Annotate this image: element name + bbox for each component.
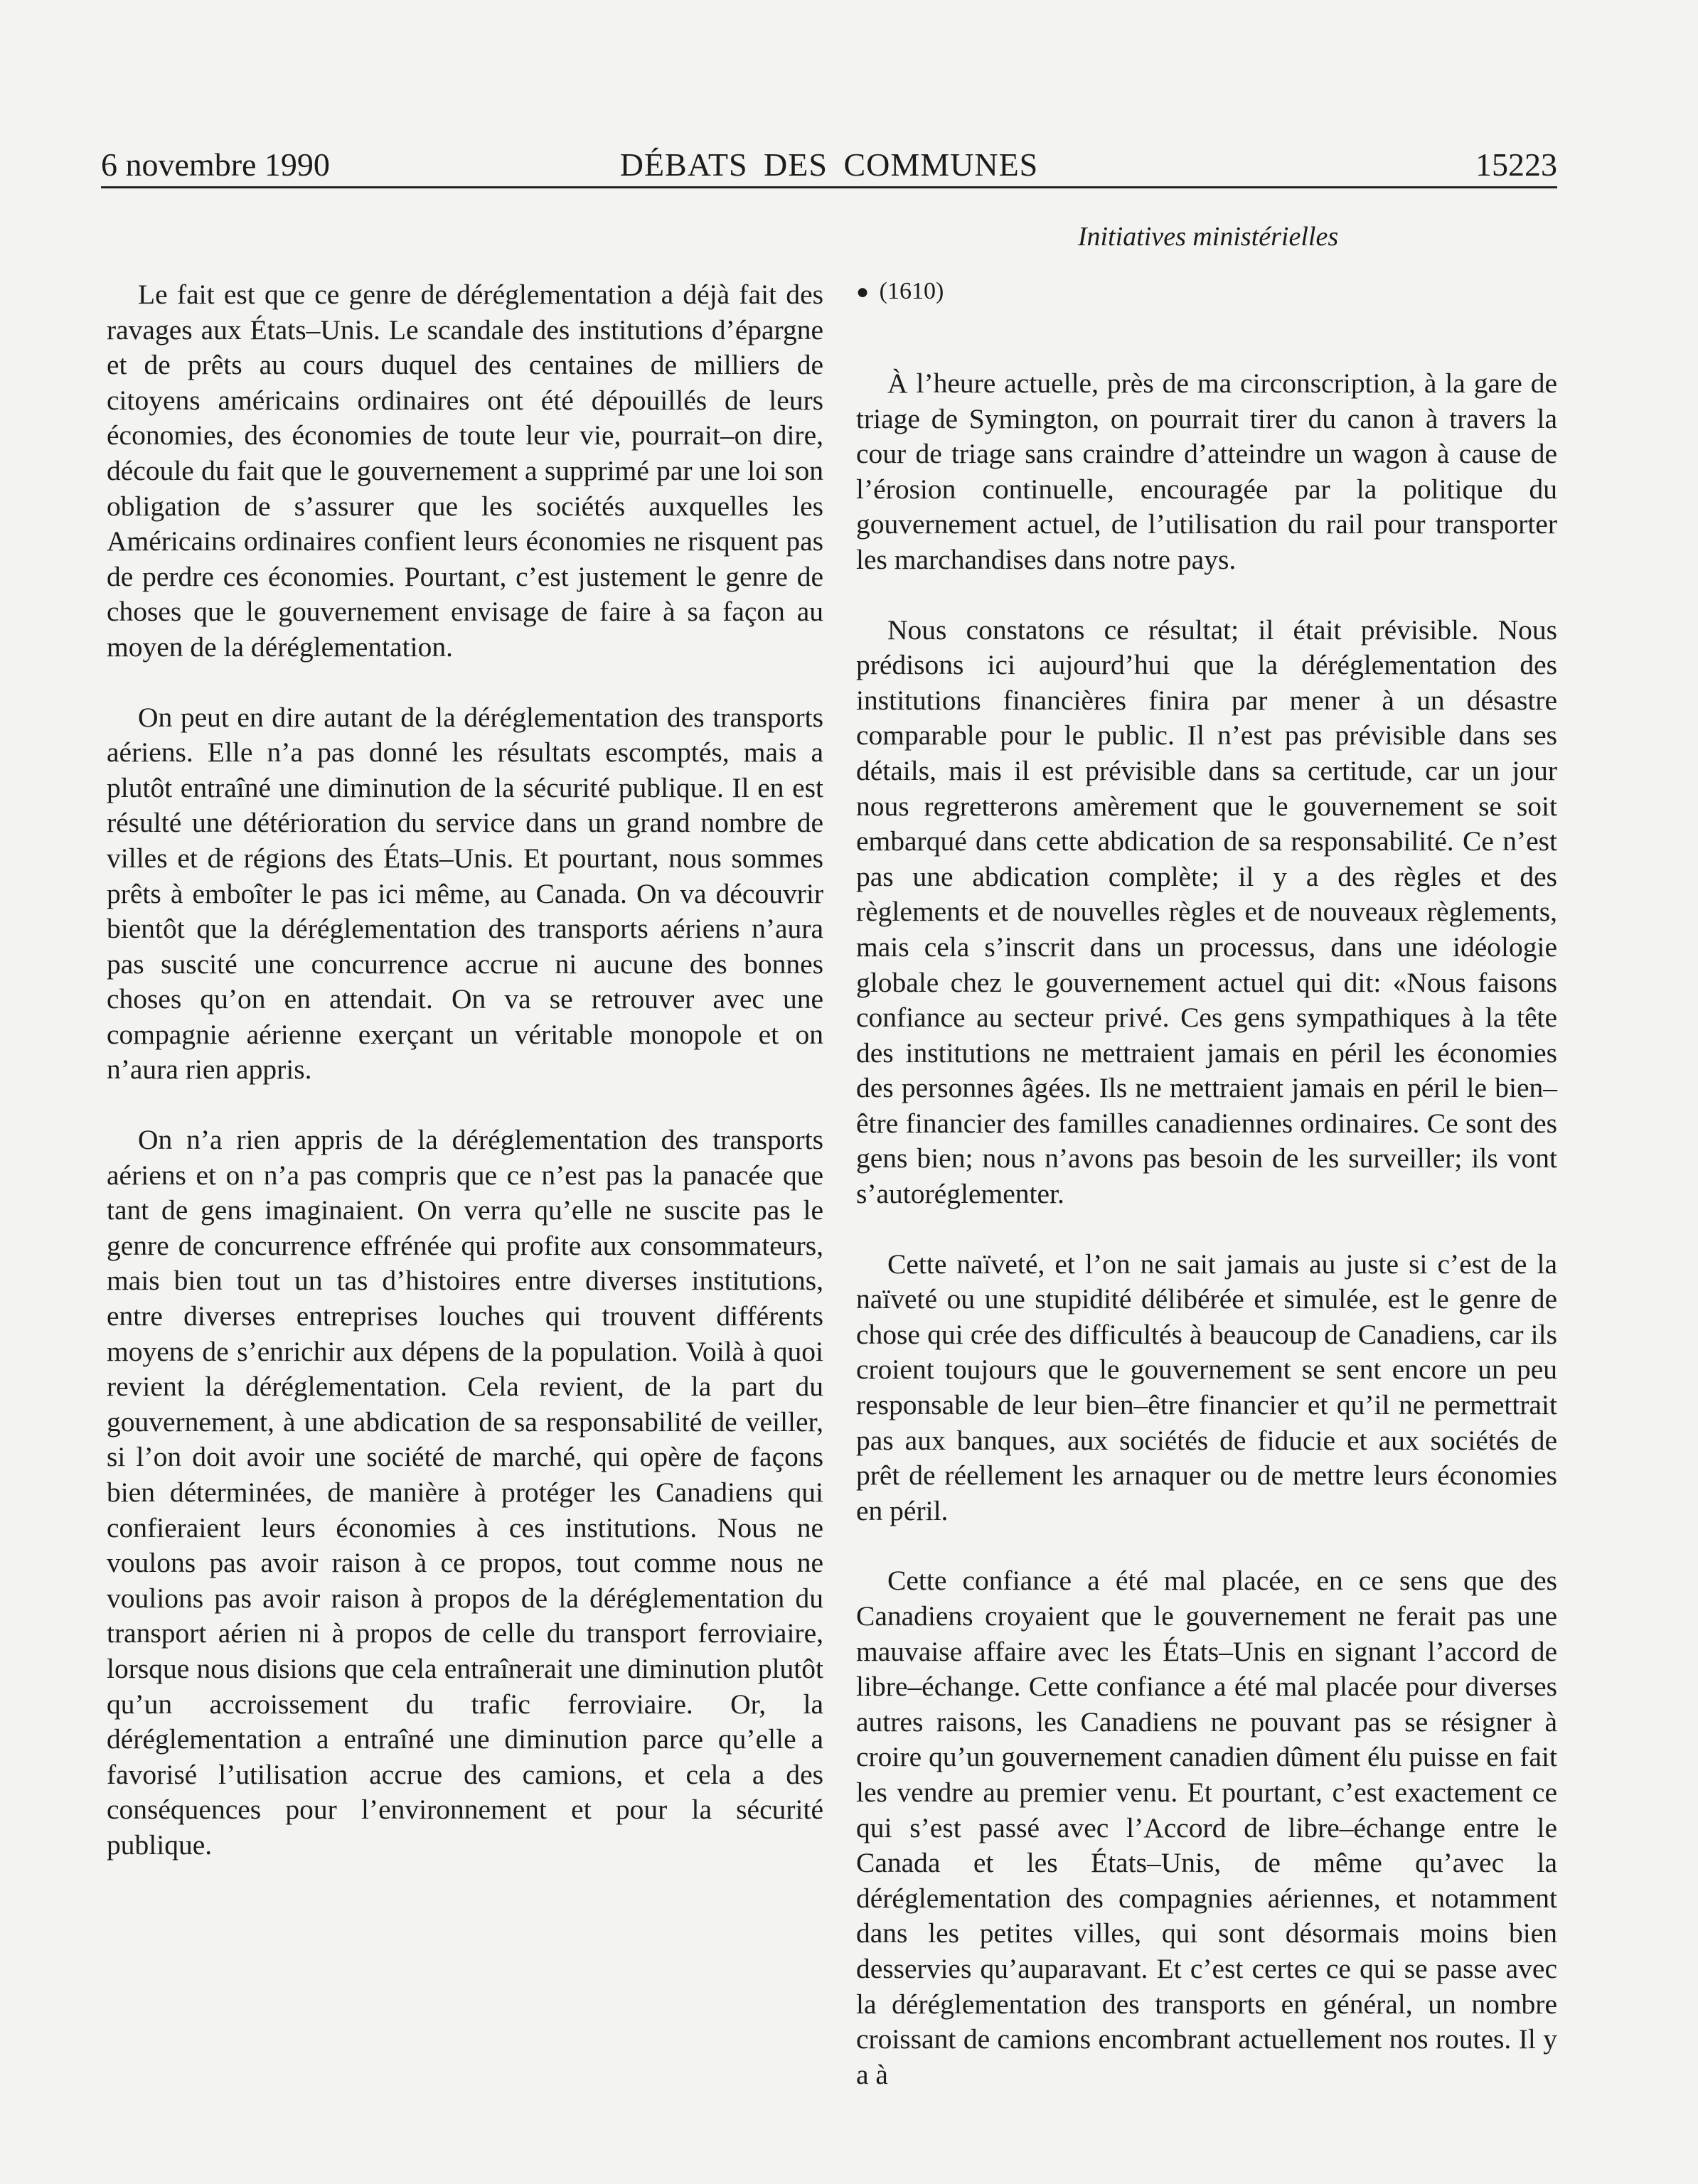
header-rule xyxy=(101,186,1557,188)
bullet-icon: ● xyxy=(856,280,870,304)
paragraph: Cette naïveté, et l’on ne sait jamais au juste si c’est de la naïveté ou une stupidité délibérée et simulée, est le genre de chose qui crée des difficultés à beaucoup de Canadiens, car ils croient toujours que le gouvernement se sent encore un peu responsable de leur bien–être financier et qu’il ne permettrait pas aux banques, aux sociétés de fiducie et aux sociétés de prêt de réellement les arnaquer ou de mettre leurs économies en péril. xyxy=(856,1248,1557,1526)
left-column xyxy=(107,277,823,1898)
header-title: DÉBATS DES COMMUNES xyxy=(619,146,1039,183)
right-column xyxy=(856,277,1557,2127)
paragraph: Le fait est que ce genre de déréglementation a déjà fait des ravages aux États–Unis. Le scandale des institutions d’épargne et de prêts au cours duquel des centaines de milliers de citoyens américains ordinaires ont été dépouillés de leurs économies, des économies de toute leur vie, pourrait–on dire, découle du fait que le gouvernement a supprimé par une loi son obligation de s’assurer que les sociétés auxquelles les Américains ordinaires confient leurs économies ne risquent pas de perdre ces économies. Pourtant, c’est justement le genre de choses que le gouvernement envisage de faire à sa façon au moyen de la déréglementation. xyxy=(107,279,823,663)
paragraph: On peut en dire autant de la déréglementation des transports aériens. Elle n’a pas donné les résultats escomptés, mais a plutôt entraîné une diminution de la sécurité publique. Il en est résulté une détérioration du service dans un grand nombre de villes et de régions des États–Unis. Et pourtant, nous sommes prêts à emboîter le pas ici même, au Canada. On va découvrir bientôt que la déréglementation des transports aériens n’aura pas suscité une concurrence accrue ni aucune des bonnes choses qu’on en attendait. On va se retrouver avec une compagnie aérienne exerçant un véritable monopole et on n’aura rien appris. xyxy=(107,701,823,1086)
page-header xyxy=(101,144,1557,186)
timestamp xyxy=(856,277,1557,306)
header-date: 6 novembre 1990 xyxy=(101,146,330,183)
page-number: 15223 xyxy=(1475,146,1557,183)
paragraph: À l’heure actuelle, près de ma circonscription, à la gare de triage de Symington, on pourrait tirer du canon à travers la cour de triage sans craindre d’atteindre un wagon à cause de l’érosion continuelle, encouragée par la politique du gouvernement actuel, de l’utilisation du rail pour transporter les marchandises dans notre pays. xyxy=(856,368,1557,575)
paragraph: On n’a rien appris de la déréglementation des transports aériens et on n’a pas compris que ce n’est pas la panacée que tant de gens imaginaient. On verra qu’elle ne suscite pas le genre de concurrence effrénée qui profite aux consommateurs, mais bien tout un tas d’histoires entre diverses institutions, entre diverses entreprises louches qui trouvent différents moyens de s’enrichir aux dépens de la population. Voilà à quoi revient la déréglementation. Cela revient, de la part du gouvernement, à une abdication de sa responsabilité de veiller, si l’on doit avoir une société de marché, qui opère de façons bien déterminées, de manière à protéger les Canadiens qui confieraient leurs économies à ces institutions. Nous ne voulons pas avoir raison à ce propos, tout comme nous ne voulions pas avoir raison à propos de la déréglementation du transport aérien ni à propos de celle du transport ferroviaire, lorsque nous disions que cela entraînerait une diminution plutôt qu’un accroissement du trafic ferroviaire. Or, la déréglementation a entraîné une diminution parce qu’elle a favorisé l’utilisation accrue des camions, et cela a des conséquences pour l’environnement et pour la sécurité publique. xyxy=(107,1124,823,1861)
timestamp-text: (1610) xyxy=(879,278,944,304)
section-label: Initiatives ministérielles xyxy=(1077,222,1339,252)
paragraph: Nous constatons ce résultat; il était prévisible. Nous prédisons ici aujourd’hui que la déréglementation des institutions financières finira par mener à un désastre comparable pour le public. Il n’est pas prévisible dans ses détails, mais il est prévisible dans sa certitude, car un jour nous regretterons amèrement que le gouvernement se soit embarqué dans cette abdication de sa responsabilité. Ce n’est pas une abdication complète; il y a des règles et des règlements et de nouvelles règles et de nouveaux règlements, mais cela s’inscrit dans un processus, dans une idéologie globale chez le gouvernement actuel qui dit: «Nous faisons confiance au secteur privé. Ces gens sympathiques à la tête des institutions ne mettraient jamais en péril les économies des personnes âgées. Ils ne mettraient jamais en péril le bien–être financier des familles canadiennes ordinaires. Ce sont des gens bien; nous n’avons pas besoin de les surveiller; ils vont s’autoréglementer. xyxy=(856,614,1557,1210)
paragraph: Cette confiance a été mal placée, en ce sens que des Canadiens croyaient que le gouvernement ne ferait pas une mauvaise affaire avec les États–Unis en signant l’accord de libre–échange. Cette confiance a été mal placée pour diverses autres raisons, les Canadiens ne pouvant pas se résigner à croire qu’un gouvernement canadien dûment élu puisse en fait les vendre au premier venu. Et pourtant, c’est exactement ce qui s’est passé avec l’Accord de libre–échange entre le Canada et les États–Unis, de même qu’avec la déréglementation des compagnies aériennes, et notamment dans les petites villes, qui sont désormais moins bien desservies qu’auparavant. Et c’est certes ce qui se passe avec la déréglementation des transports en général, un nombre croissant de camions encombrant actuellement nos routes. Il y a à xyxy=(856,1565,1557,2090)
